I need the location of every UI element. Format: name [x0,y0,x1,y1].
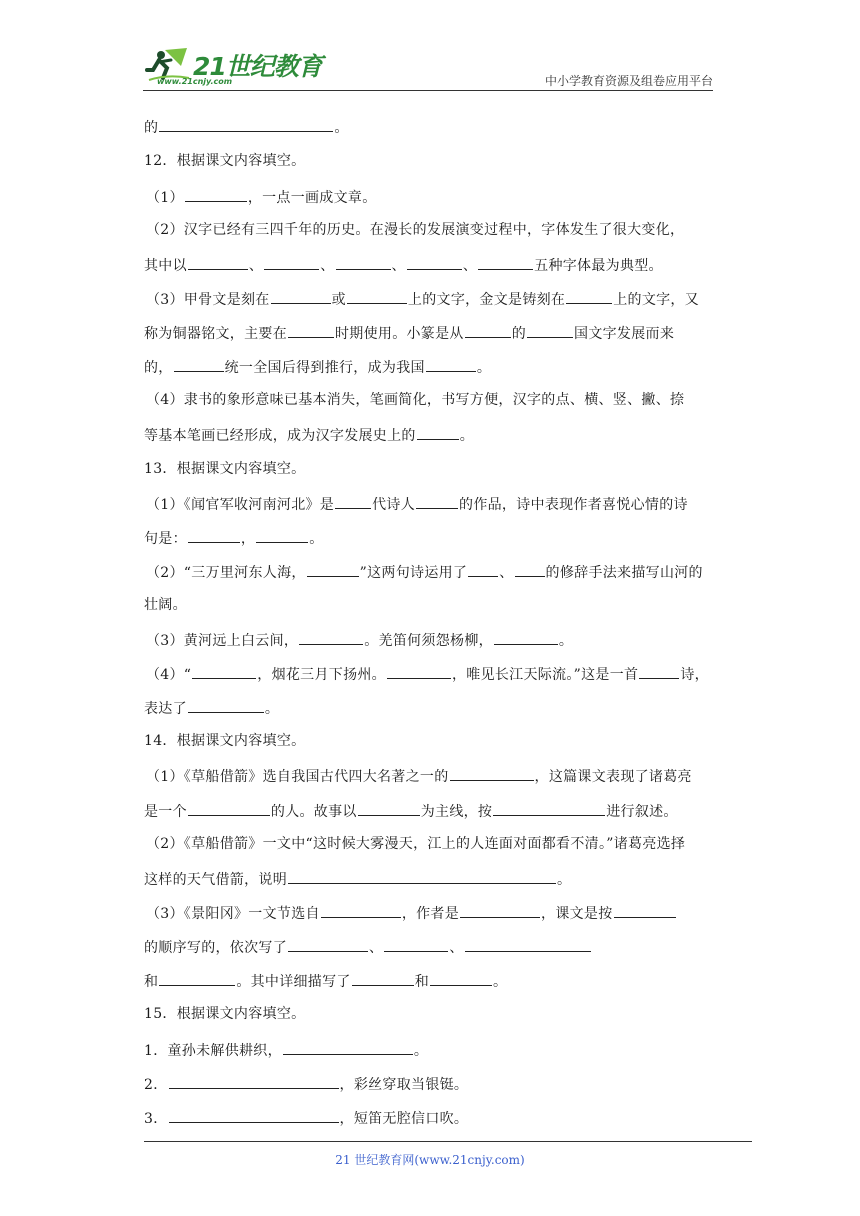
answer-blank[interactable] [515,561,545,577]
answer-blank[interactable] [321,902,401,918]
text-line: 称为铜器铭文，主要在 时期使用。小篆是从 的 国文字发展而来 [144,322,714,344]
text-line: （2）汉字已经有三四千年的历史。在漫长的发展演变过程中，字体发生了很大变化， [146,222,685,238]
site-logo[interactable] [143,44,323,90]
text-line: 句是： ， 。 [144,527,714,549]
answer-blank[interactable] [335,493,371,509]
text-line: 是一个 的人。故事以 为主线，按 进行叙述。 [144,800,714,822]
answer-blank[interactable] [450,765,534,781]
answer-blank[interactable] [493,800,605,816]
question-14-title: 14．根据课文内容填空。 [144,733,306,749]
text-line: （1）《闻官军收河南河北》是 代诗人 的作品，诗中表现作者喜悦心情的诗 [146,493,716,515]
answer-blank[interactable] [188,254,248,270]
text-line: （2）《草船借箭》一文中“这时候大雾漫天，江上的人连面对面都看不清。”诸葛亮选择 [146,836,686,852]
text-line: 表达了 。 [144,697,714,719]
text-line: 和 。其中详细描写了 和 。 [144,970,714,992]
answer-blank[interactable] [352,970,414,986]
answer-blank[interactable] [358,800,420,816]
answer-blank[interactable] [347,288,407,304]
text-line: 这样的天气借箭，说明 。 [144,868,714,890]
text-line: 1．童孙未解供耕织， 。 [144,1039,714,1061]
answer-blank[interactable] [174,356,224,372]
answer-blank[interactable] [188,527,240,543]
logo-url: www.21cnjy.com [157,77,233,86]
question-15-title: 15．根据课文内容填空。 [144,1006,306,1022]
text-line: （2）“三万里河东人海， ”这两句诗运用了 、 的修辞手法来描写山河的 [146,561,716,583]
question-12-title: 12．根据课文内容填空。 [144,153,306,169]
answer-blank[interactable] [494,629,558,645]
text-line: 的 。 [144,116,714,138]
answer-blank[interactable] [307,561,359,577]
text-line: 的， 统一全国后得到推行，成为我国 。 [144,356,714,378]
answer-blank[interactable] [192,663,256,679]
answer-blank[interactable] [288,322,334,338]
answer-blank[interactable] [478,254,533,270]
answer-blank[interactable] [336,254,391,270]
answer-blank[interactable] [283,1039,413,1055]
platform-name: 中小学教育资源及组卷应用平台 [544,74,713,88]
answer-blank[interactable] [468,561,498,577]
footer-divider [144,1141,752,1142]
answer-blank[interactable] [271,288,331,304]
text-line: 其中以 、 、 、 、 五种字体最为典型。 [144,254,714,276]
answer-blank[interactable] [384,936,448,952]
text-line: 3． ，短笛无腔信口吹。 [144,1107,714,1129]
answer-blank[interactable] [417,424,459,440]
answer-blank[interactable] [407,254,462,270]
page-header [143,44,713,91]
answer-blank[interactable] [566,288,612,304]
text-line: 壮阔。 [144,597,187,613]
answer-blank[interactable] [460,902,540,918]
answer-blank[interactable] [288,868,556,884]
text-line: 的顺序写的，依次写了 、 、 [144,936,714,958]
text-line: 等基本笔画已经形成，成为汉字发展史上的 。 [144,424,714,446]
question-13-title: 13．根据课文内容填空。 [144,461,306,477]
answer-blank[interactable] [256,527,308,543]
answer-blank[interactable] [614,902,676,918]
answer-blank[interactable] [264,254,319,270]
answer-blank[interactable] [465,322,511,338]
page-footer[interactable]: 21 世纪教育网(www.21cnjy.com) [335,1153,525,1167]
answer-blank[interactable] [169,1073,339,1089]
answer-blank[interactable] [639,663,679,679]
answer-blank[interactable] [188,800,270,816]
answer-blank[interactable] [465,936,591,952]
logo-text: 21世纪教育 [193,52,322,81]
answer-blank[interactable] [185,186,247,202]
text-line: （3）甲骨文是刻在 或 上的文字，金文是铸刻在 上的文字，又 [146,288,716,310]
text-line: （3）《景阳冈》一文节选自 ，作者是 ，课文是按 [146,902,716,924]
answer-blank[interactable] [299,629,363,645]
answer-blank[interactable] [416,493,458,509]
answer-blank[interactable] [288,936,368,952]
answer-blank[interactable] [387,663,451,679]
text-line: （1）《草船借箭》选自我国古代四大名著之一的 ，这篇课文表现了诸葛亮 [146,765,716,787]
answer-blank[interactable] [188,697,264,713]
answer-blank[interactable] [159,116,333,132]
answer-blank[interactable] [159,970,235,986]
answer-blank[interactable] [527,322,573,338]
text-line: （4）隶书的象形意味已基本消失，笔画简化，书写方便，汉字的点、横、竖、撇、捺 [146,392,685,408]
answer-blank[interactable] [426,356,476,372]
text-line: （4）“ ，烟花三月下扬州。 ，唯见长江天际流。”这是一首 诗， [146,663,716,685]
text-line: （3）黄河远上白云间， 。羌笛何须怨杨柳， 。 [146,629,716,651]
answer-blank[interactable] [430,970,492,986]
text-line: 2． ，彩丝穿取当银铤。 [144,1073,714,1095]
answer-blank[interactable] [169,1107,339,1123]
text-line: （1） ，一点一画成文章。 [146,186,716,208]
